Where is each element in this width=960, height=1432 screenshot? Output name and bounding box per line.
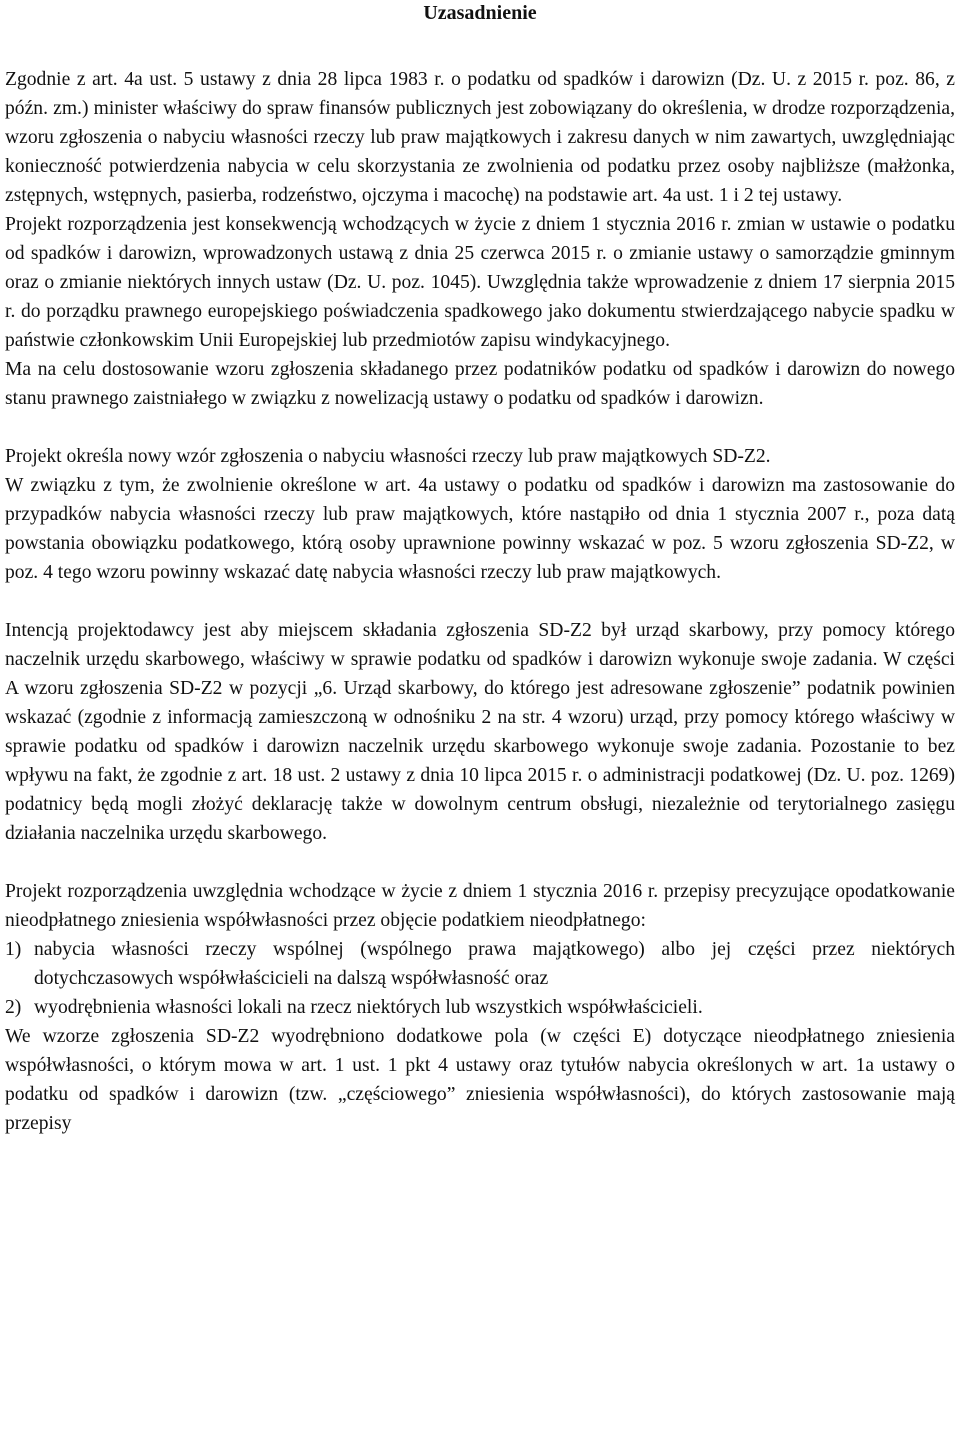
list-item-number: 2) <box>5 997 22 1018</box>
paragraph-exemption: W związku z tym, że zwolnienie określone w art. 4a ustawy o podatku od spadków i darowizn ma zastosowanie do przypadków nabycia własności rzeczy lub praw majątkowych, które nastąpiło od dnia 1 stycznia 2007 r., poza datą powstania obowiązku podatkowego, którą osoby uprawnione powinny wskazać w poz. 5 wzoru zgłoszenia SD-Z2, w poz. 4 tego wzoru powinny wskazać datę nabycia własności rzeczy lub praw majątkowych. <box>5 475 955 583</box>
list-item-text: nabycia własności rzeczy wspólnej (wspólnego prawa majątkowego) albo jej części przez niektórych dotychczasowych współwłaścicieli na dalszą współwłasność oraz <box>34 939 955 989</box>
paragraph-new-form: Projekt określa nowy wzór zgłoszenia o nabyciu własności rzeczy lub praw majątkowych SD-Z2. <box>5 446 771 467</box>
document-title: Uzasadnienie <box>423 2 537 24</box>
paragraph-tax-office: Intencją projektodawcy jest aby miejscem składania zgłoszenia SD-Z2 był urząd skarbowy, przy pomocy którego naczelnik urzędu skarbowego, właściwy w sprawie podatku od spadków i darowizn wykonuje swoje zadania. W części A wzoru zgłoszenia SD-Z2 w pozycji „6. Urząd skarbowy, do którego jest adresowane zgłoszenie” podatnik powinien wskazać (zgodnie z informacją zamieszczoną w odnośniku 2 na str. 4 wzoru) urząd, przy pomocy którego właściwy w sprawie podatku od spadków i darowizn naczelnik urzędu skarbowego wykonuje swoje zadania. Pozostanie to bez wpływu na fakt, że zgodnie z art. 18 ust. 2 ustawy z dnia 10 lipca 2015 r. o administracji podatkowej (Dz. U. poz. 1269) podatnicy będą mogli złożyć deklarację także w dowolnym centrum obsługi, niezależnie od terytorialnego zasięgu działania naczelnika urzędu skarbowego. <box>5 620 955 844</box>
paragraph-form-fields: We wzorze zgłoszenia SD-Z2 wyodrębniono dodatkowe pola (w części E) dotyczące nieodpłatnego zniesienia współwłasności, o którym mowa w art. 1 ust. 1 pkt 4 ustawy oraz tytułów nabycia określonych w art. 1a ustawy o podatku od spadków i darowizn (tzw. „częściowego” zniesienia współwłasności), do których zastosowanie mają przepisy <box>5 1026 955 1134</box>
list-item <box>5 935 955 993</box>
paragraph-project-consequence: Projekt rozporządzenia jest konsekwencją wchodzących w życie z dniem 1 stycznia 2016 r. zmian w ustawie o podatku od spadków i darowizn, wprowadzonych ustawą z dnia 25 czerwca 2015 r. o zmianie ustawy o samorządzie gminnym oraz o zmianie niektórych innych ustaw (Dz. U. poz. 1045). Uwzględnia także wprowadzenie z dniem 17 sierpnia 2015 r. do porządku prawnego europejskiego poświadczenia spadkowego jako dokumentu stwierdzającego nabycie spadku w państwie członkowskim Unii Europejskiej lub przedmiotów zapisu windykacyjnego. <box>5 214 955 351</box>
list-item-text: wyodrębnienia własności lokali na rzecz niektórych lub wszystkich współwłaścicieli. <box>34 997 703 1018</box>
paragraph-legal-basis: Zgodnie z art. 4a ust. 5 ustawy z dnia 28 lipca 1983 r. o podatku od spadków i darowizn (Dz. U. z 2015 r. poz. 86, z późn. zm.) minister właściwy do spraw finansów publicznych jest zobowiązany do określenia, w drodze rozporządzenia, wzoru zgłoszenia o nabyciu własności rzeczy lub praw majątkowych i zakresu danych w nim zawartych, uwzględniając konieczność potwierdzenia nabycia w celu skorzystania ze zwolnienia od podatku przez osoby najbliższe (małżonka, zstępnych, wstępnych, pasierba, rodzeństwo, ojczyma i macochę) na podstawie art. 4a ust. 1 i 2 tej ustawy. <box>5 69 955 206</box>
list-item <box>5 993 955 1022</box>
title-spacer <box>5 26 955 65</box>
list-item-number: 1) <box>5 939 22 960</box>
paragraph-co-ownership: Projekt rozporządzenia uwzględnia wchodzące w życie z dniem 1 stycznia 2016 r. przepisy precyzujące opodatkowanie nieodpłatnego zniesienia współwłasności przez objęcie podatkiem nieodpłatnego: <box>5 881 955 931</box>
paragraph-purpose: Ma na celu dostosowanie wzoru zgłoszenia składanego przez podatników podatku od spadków i darowizn do nowego stanu prawnego zaistniałego w związku z nowelizacją ustawy o podatku od spadków i darowizn. <box>5 359 955 409</box>
paragraph-gap <box>5 848 955 877</box>
paragraph-gap <box>5 587 955 616</box>
paragraph-gap <box>5 413 955 442</box>
document-page <box>5 0 955 1138</box>
